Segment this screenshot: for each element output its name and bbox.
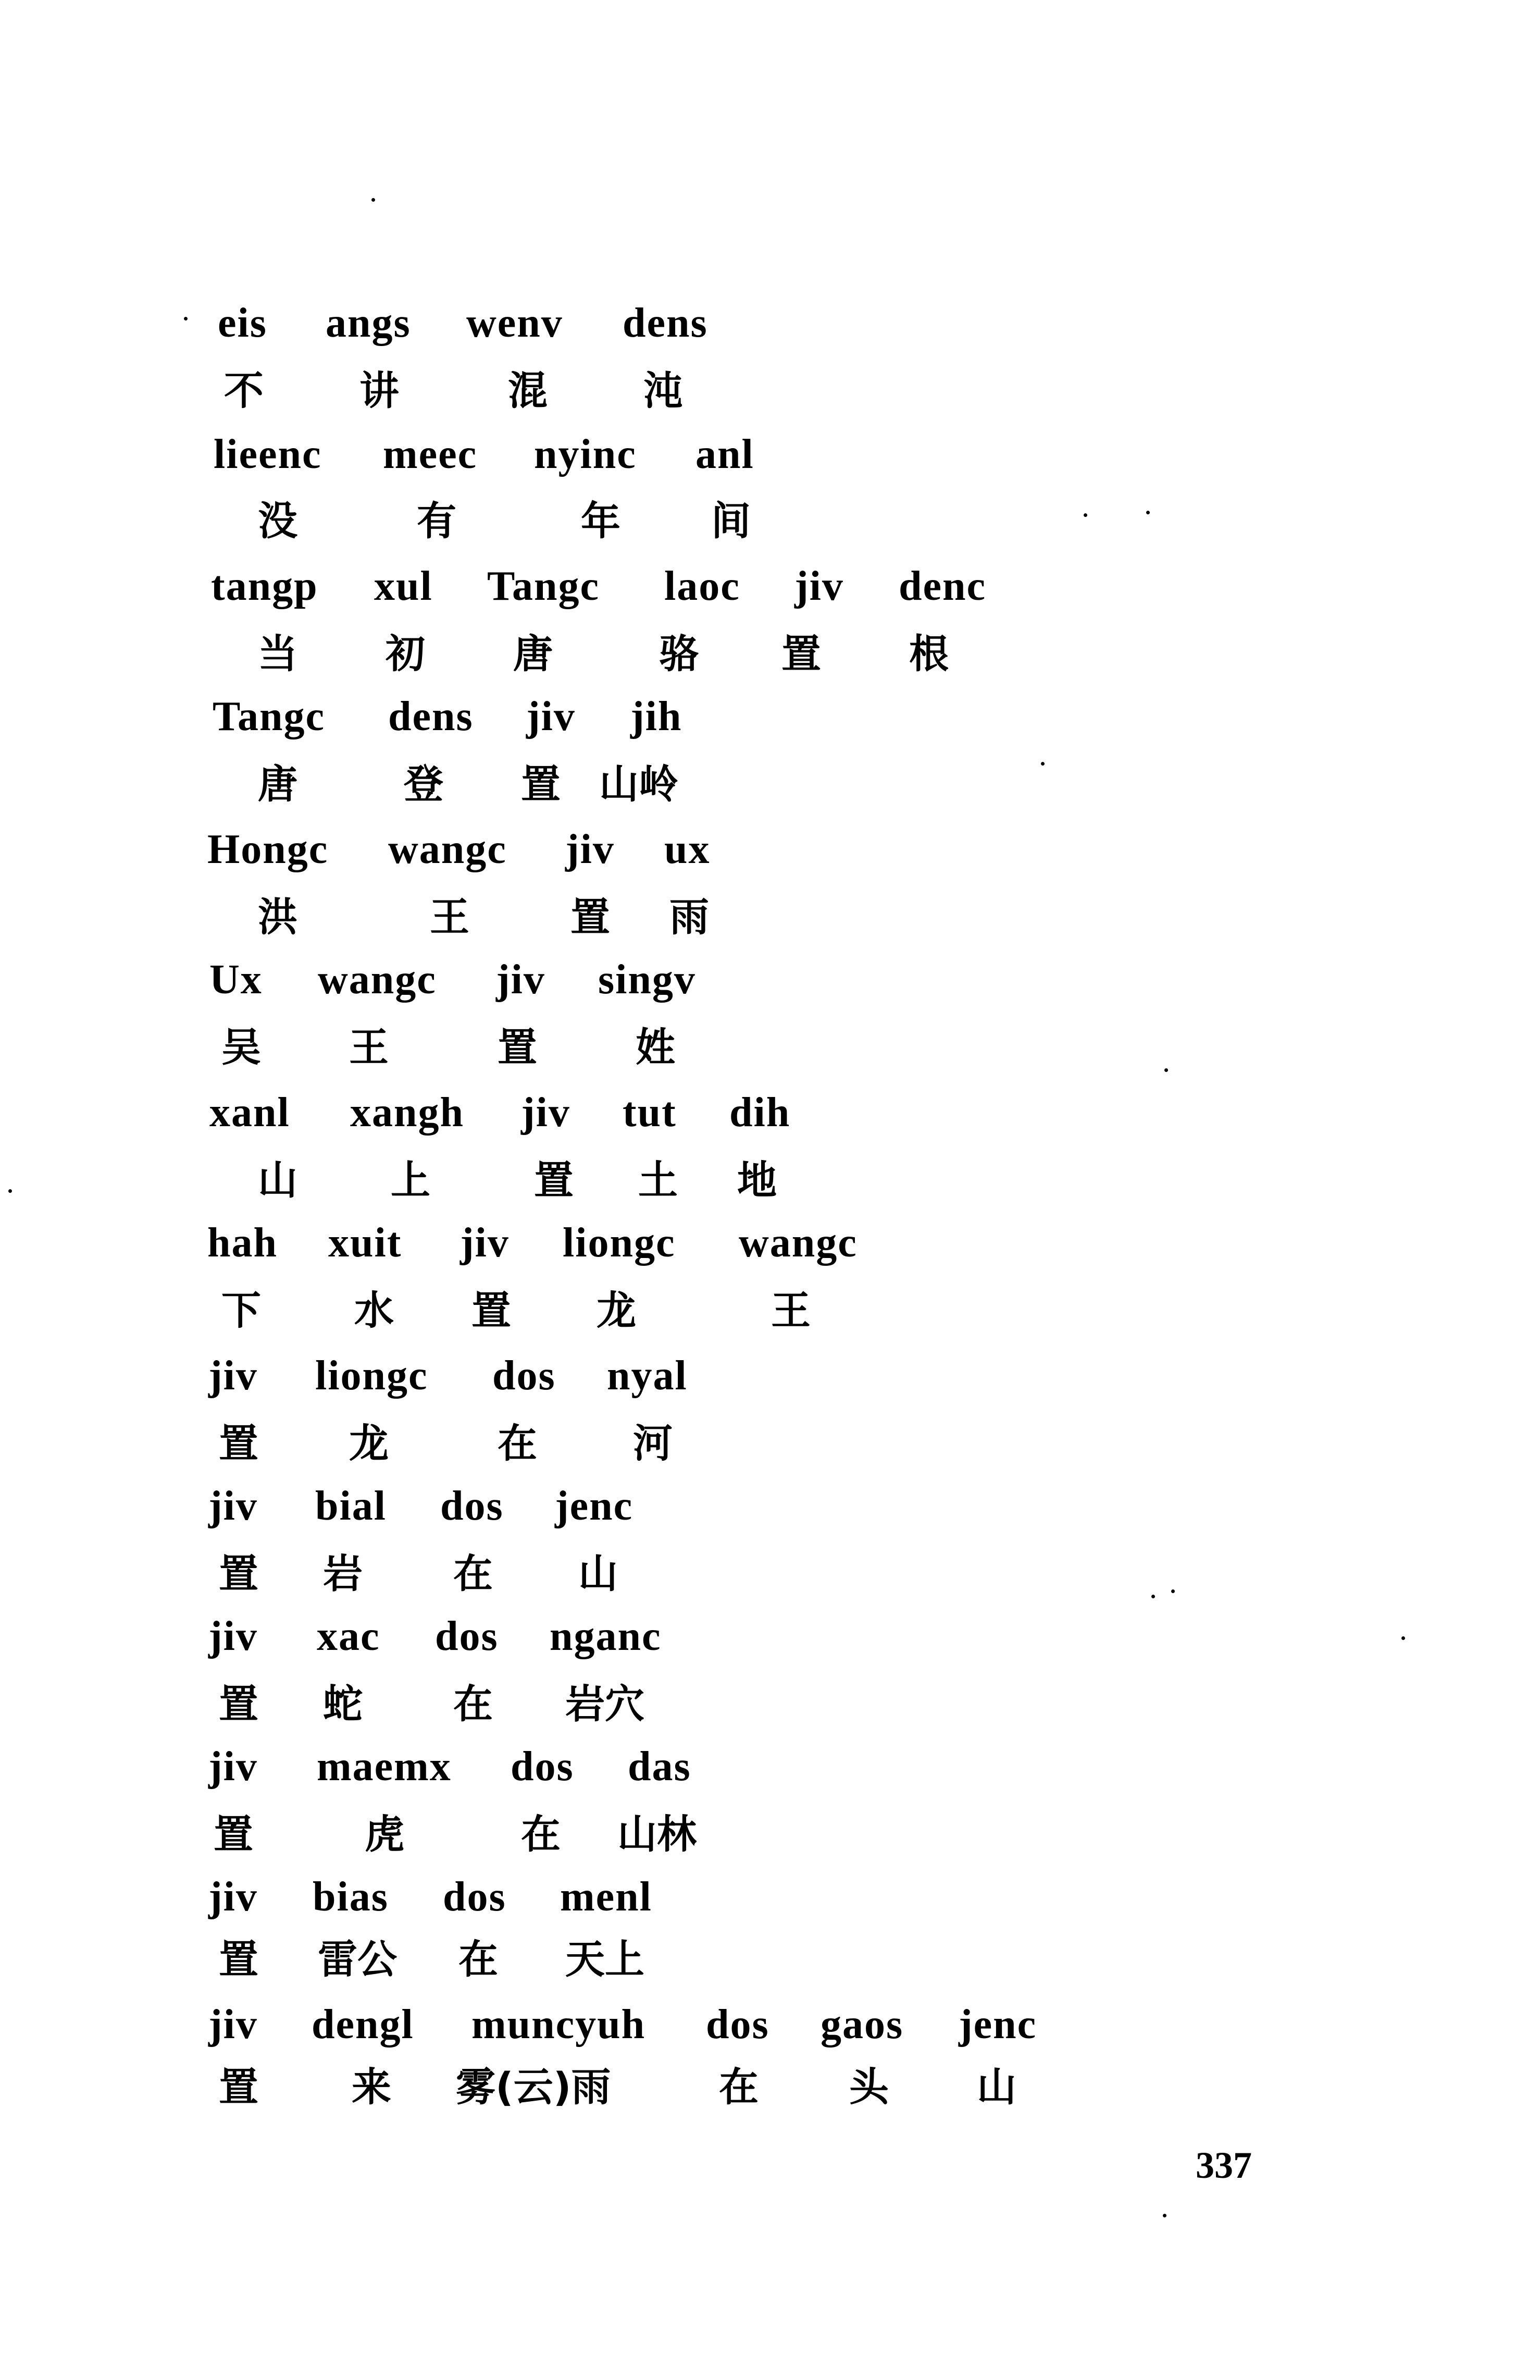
romanized-word: dengl — [312, 2002, 414, 2048]
romanized-word: wangc — [739, 1220, 858, 1266]
romanized-word: eis — [218, 300, 267, 346]
chinese-gloss-word: 在 — [498, 1420, 537, 1466]
romanized-word: dos — [443, 1874, 506, 1920]
romanized-word: dos — [435, 1613, 499, 1659]
romanized-word: liongc — [563, 1220, 676, 1266]
chinese-gloss-word: 姓 — [636, 1024, 675, 1070]
romanized-word: wangc — [318, 957, 437, 1003]
chinese-gloss-word: 置 — [219, 1550, 258, 1597]
page-number: 337 — [1196, 2144, 1252, 2186]
romanized-word: Tangc — [213, 694, 326, 739]
romanized-word: jiv — [208, 1613, 258, 1659]
romanized-word: jiv — [521, 1090, 570, 1136]
chinese-gloss-word: 土 — [638, 1157, 678, 1203]
chinese-gloss-word: 下 — [221, 1287, 261, 1334]
print-speck — [1401, 1636, 1405, 1640]
chinese-gloss-word: 置 — [521, 761, 561, 807]
romanized-word: Hongc — [207, 827, 329, 872]
chinese-gloss-word: 置 — [214, 1811, 253, 1857]
print-speck — [1146, 511, 1150, 514]
print-speck — [371, 198, 375, 202]
print-speck — [1171, 1589, 1175, 1593]
romanized-word: jiv — [208, 1483, 258, 1529]
chinese-gloss-word: 王 — [771, 1287, 811, 1334]
romanized-word: xul — [374, 563, 433, 609]
chinese-gloss-word: 岩 — [323, 1550, 363, 1597]
chinese-gloss-word: 置 — [219, 2064, 258, 2110]
romanized-word: Tangc — [487, 563, 600, 609]
romanized-word: gaos — [821, 2002, 904, 2048]
chinese-gloss-word: 雨 — [669, 894, 709, 940]
romanized-word: xuit — [328, 1220, 402, 1266]
chinese-gloss-word: 雷公 — [318, 1936, 397, 1982]
romanized-word: denc — [899, 563, 986, 609]
chinese-gloss-word: 天上 — [565, 1936, 644, 1982]
chinese-gloss-word: 没 — [258, 498, 297, 544]
romanized-word: jiv — [208, 1353, 258, 1399]
chinese-gloss-word: 沌 — [643, 367, 683, 414]
chinese-gloss-word: 置 — [219, 1936, 258, 1982]
chinese-gloss-word: 水 — [354, 1287, 394, 1334]
print-speck — [184, 317, 188, 320]
romanized-word: dos — [706, 2002, 769, 2048]
romanized-word: jiv — [460, 1220, 510, 1266]
romanized-word: jih — [630, 694, 682, 739]
romanized-word: dens — [623, 300, 708, 346]
chinese-gloss-word: 登 — [404, 761, 443, 807]
chinese-gloss-word: 讲 — [359, 367, 399, 414]
chinese-gloss-word: 置 — [570, 894, 610, 940]
romanized-word: xanl — [209, 1090, 290, 1136]
chinese-gloss-word: 王 — [430, 894, 469, 940]
romanized-word: jenc — [959, 2002, 1037, 2048]
chinese-gloss-word: 年 — [581, 498, 620, 544]
chinese-gloss-word: 当 — [258, 631, 297, 677]
chinese-gloss-word: 龙 — [597, 1287, 636, 1334]
romanized-word: meec — [383, 431, 478, 477]
romanized-word: xac — [317, 1613, 380, 1659]
romanized-word: wangc — [388, 827, 507, 872]
chinese-gloss-word: 蛇 — [323, 1681, 363, 1727]
chinese-gloss-word: 河 — [633, 1420, 673, 1466]
print-speck — [8, 1189, 12, 1193]
chinese-gloss-word: 在 — [458, 1936, 498, 1982]
chinese-gloss-word: 山 — [578, 1550, 618, 1597]
chinese-gloss-word: 置 — [781, 631, 821, 677]
romanized-word: wenv — [466, 300, 563, 346]
romanized-word: maemx — [317, 1744, 452, 1790]
chinese-gloss-word: 混 — [508, 367, 548, 414]
chinese-gloss-word: 置 — [498, 1024, 537, 1070]
romanized-word: liongc — [315, 1353, 428, 1399]
print-speck — [1164, 1068, 1168, 1072]
romanized-word: xangh — [350, 1090, 464, 1136]
romanized-word: tut — [623, 1090, 677, 1136]
chinese-gloss-word: 山 — [977, 2064, 1016, 2110]
romanized-word: nyinc — [534, 431, 637, 477]
print-speck — [1041, 762, 1045, 766]
romanized-word: jiv — [208, 1744, 258, 1790]
romanized-word: ux — [664, 827, 711, 872]
chinese-gloss-word: 岩穴 — [565, 1681, 644, 1727]
romanized-word: jiv — [565, 827, 615, 872]
chinese-gloss-word: 山林 — [617, 1811, 697, 1857]
print-speck — [1084, 513, 1087, 517]
chinese-gloss-word: 在 — [453, 1550, 493, 1597]
chinese-gloss-word: 在 — [453, 1681, 493, 1727]
chinese-gloss-word: 来 — [352, 2064, 391, 2110]
chinese-gloss-word: 吴 — [221, 1024, 261, 1070]
romanized-word: anl — [696, 431, 754, 477]
romanized-word: Ux — [209, 957, 263, 1003]
romanized-word: lieenc — [214, 431, 322, 477]
chinese-gloss-word: 虎 — [365, 1811, 404, 1857]
chinese-gloss-word: 初 — [386, 631, 425, 677]
chinese-gloss-word: 王 — [349, 1024, 389, 1070]
chinese-gloss-word: 不 — [224, 367, 264, 414]
chinese-gloss-word: 山 — [258, 1157, 297, 1203]
chinese-gloss-word: 上 — [391, 1157, 430, 1203]
romanized-word: dih — [729, 1090, 791, 1136]
romanized-word: dens — [388, 694, 474, 739]
romanized-word: das — [628, 1744, 691, 1790]
romanized-word: jiv — [526, 694, 576, 739]
romanized-word: jiv — [208, 2002, 258, 2048]
chinese-gloss-word: 置 — [219, 1681, 258, 1727]
chinese-gloss-word: 山岭 — [599, 761, 678, 807]
romanized-word: dos — [440, 1483, 504, 1529]
chinese-gloss-word: 置 — [534, 1157, 574, 1203]
romanized-word: nganc — [550, 1613, 662, 1659]
romanized-word: nyal — [607, 1353, 688, 1399]
romanized-word: tangp — [211, 563, 318, 609]
chinese-gloss-word: 根 — [909, 631, 949, 677]
chinese-gloss-word: 在 — [719, 2064, 759, 2110]
chinese-gloss-word: 间 — [711, 498, 751, 544]
chinese-gloss-word: 置 — [471, 1287, 511, 1334]
romanized-word: jiv — [208, 1874, 258, 1920]
romanized-word: muncyuh — [471, 2002, 646, 2048]
chinese-gloss-word: 唐 — [513, 631, 553, 677]
chinese-gloss-word: 地 — [737, 1157, 777, 1203]
chinese-gloss-word: 骆 — [659, 631, 699, 677]
romanized-word: hah — [207, 1220, 278, 1266]
chinese-gloss-word: 雾(云)雨 — [456, 2064, 611, 2110]
chinese-gloss-word: 头 — [849, 2064, 889, 2110]
romanized-word: jiv — [496, 957, 545, 1003]
romanized-word: jenc — [555, 1483, 634, 1529]
chinese-gloss-word: 在 — [521, 1811, 561, 1857]
romanized-word: singv — [598, 957, 696, 1003]
print-speck — [1151, 1595, 1155, 1598]
chinese-gloss-word: 置 — [219, 1420, 258, 1466]
romanized-word: menl — [560, 1874, 652, 1920]
romanized-word: jiv — [794, 563, 844, 609]
chinese-gloss-word: 有 — [417, 498, 456, 544]
print-speck — [1163, 2214, 1166, 2217]
chinese-gloss-word: 洪 — [258, 894, 297, 940]
chinese-gloss-word: 龙 — [349, 1420, 389, 1466]
chinese-gloss-word: 唐 — [258, 761, 297, 807]
romanized-word: dos — [511, 1744, 574, 1790]
romanized-word: angs — [326, 300, 411, 346]
romanized-word: dos — [492, 1353, 556, 1399]
romanized-word: laoc — [664, 563, 740, 609]
romanized-word: bial — [315, 1483, 387, 1529]
romanized-word: bias — [313, 1874, 389, 1920]
